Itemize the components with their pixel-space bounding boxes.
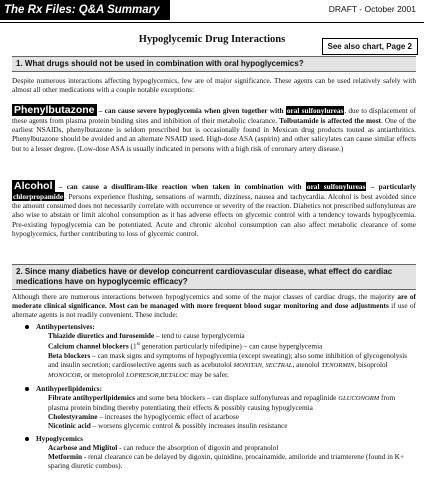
thiazide-label: Thiazide diuretics and furosemide [48,331,155,341]
category-antihypertensives: Antihypertensives: [24,322,416,331]
see-also-box: See also chart, Page 2 [322,38,419,55]
phenylbutazone-lead: – can cause severe hypoglycemia when given together with [96,106,286,115]
header-date: DRAFT - October 2001 [328,4,416,14]
list-item-metformin [24,452,416,470]
category-hypoglycemics: Hypoglycemics [24,434,416,443]
ccb-text-a: (1 [128,341,137,351]
ccb-superscript: st [136,342,140,348]
q1-intro: Despite numerous interactions affecting hypoglycemics, few are of major significance. These agents can be used relatively safely with almost all other medications with a couple notable exceptions: [12,76,416,95]
alcohol-label: Alcohol [14,180,53,192]
q2-intro-2: if use of alternate agents is not readily convenient. These include: [12,301,416,320]
alcohol-highlight-1: oral sulfonylureas [306,182,366,191]
nicotinic-label: Nicotinic acid [48,421,91,431]
list-item-nicotinic-acid [24,421,416,430]
beta-brand-2: TENORMIN [321,362,355,370]
fibrate-text: and some beta blockers – can displace sulfonylureas and repaglinide [134,392,339,402]
section-heading-1: 1. What drugs should not be used in combination with oral hypoglycemics? [12,56,416,72]
alcohol-text: . Persons experience flushing, sensations of warmth, dizziness, nausea and tachycardia. Alcohol is best avoided since the amount consumed does not necessarily correlate with occurrence or severity of the reaction. Diabetics not prescribed sulfonylureas are also wise to abstain or limit alcohol consumption as it has adverse effects on glycemic control with a tendency towards hypoglycemia. Pre-existing hypoglycemia can be potentiated. Acute and chronic alcohol consumption can also affect metabolic clearance of some hypoglycemics, further contributing to loss of glycemic control. [12,192,416,238]
alcohol-paragraph [12,180,416,238]
metformin-label: Metformin [48,452,83,462]
acarbose-label: Acarbose and Miglitol [48,442,118,452]
list-item-thiazide [24,331,416,340]
alcohol-lead: – can cause a disulfiram-like reaction when taken in combination with [54,182,306,191]
beta-brand-4: LOPRESOR,BETALOC [126,372,189,380]
beta-brand-1: MONITAN, SECTRAL [233,362,293,370]
phenylbutazone-text-1: , due to displacement of these agents from plasma protein binding sites and inhibition of their metabolic clearance. [12,106,416,125]
beta-text-4: , or metoprolol [80,370,127,380]
list-item-acarbose [24,443,416,452]
list-item-ccb [24,340,416,351]
q2-intro-1: Although there are numerous interactions between hypoglycemics and some of the major classes of cardiac drugs, the majority [12,292,398,301]
fibrate-brand: GLUCONORM [338,394,380,402]
ccb-label: Calcium channel blockers [48,341,129,351]
thiazide-text: – tend to cause hyperglycemia [154,331,245,341]
phenylbutazone-text-2: Tolbutamide is affected the most [279,116,381,125]
phenylbutazone-paragraph [12,104,416,153]
beta-text-3: , bisoprolol [354,360,388,370]
cholestyramine-label: Cholestyramine [48,412,98,422]
cholestyramine-text: – increases the hypoglycemic effect of acarbose [97,412,239,422]
phenylbutazone-highlight: oral sulfonylureas [286,106,344,115]
list-item-cholestyramine [24,412,416,421]
beta-label: Beta blockers [48,351,91,361]
document-title: Hypoglycemic Drug Interactions [138,34,286,45]
acarbose-text: - can reduce the absorption of digoxin and propranolol [117,442,279,452]
interaction-list [24,322,416,470]
beta-brand-3: MONOCOR [48,372,81,380]
header-title: The Rx Files: Q&A Summary [0,0,170,20]
header-bar [0,0,424,23]
list-item-beta-blockers [24,351,416,381]
alcohol-highlight-2: chlorpropamide [13,192,64,201]
ccb-text-c: generation particularly nifedipine) – can cause hyperglycemia [139,341,323,351]
metformin-text: - renal clearance can be delayed by digoxin, quinidine, procainamide, amiloride and triamterene (found in K+ sparing diuretic combos). [48,452,405,471]
fibrate-text-2: from plasma protein binding thereby potentiating their effects & possibly causing hypoglycemia [48,392,396,413]
category-antihyperlipidemics: Antihyperlipidemics: [24,384,416,393]
phenylbutazone-label: Phenylbutazone [14,104,95,116]
phenylbutazone-text-3: . One of the earliest NSAIDs, phenylbutazone is seldom prescribed but is occasionally found in Mexican drug products touted as antiarthritics. Phenylbutazone should be avoided and an alternate NSAID used. High-dose ASA (aspirin) and other salicylates can cause similar effects but to a lesser degree. (Low-dose ASA is usually indicated in persons with a high risk of coronary artery disease.) [12,116,417,153]
fibrate-label: Fibrate antihyperlipidemics [48,392,135,402]
beta-text-2: , atenolol [292,360,322,370]
nicotinic-text: – worsens glycemic control & possibly increases insulin resistance [90,421,288,431]
alcohol-mid: – particularly [366,182,416,191]
beta-text: – can mask signs and symptoms of hypoglycemia (except sweating); also some inhibition of glycogenolysis and insulin secretion; cardioselective agents such as acebutolol [48,351,408,370]
section-heading-2: 2. Since many diabetics have or develop concurrent cardiovascular disease, what effect do cardiac medications have on hypoglycemic efficacy? [12,264,416,290]
list-item-fibrates [24,393,416,412]
beta-text-5: may be safer. [188,370,229,380]
q2-intro-bold: are of moderate clinical significance. Most can be managed with more frequent blood sugar monitoring and dose adjustments [12,292,416,311]
q2-intro [12,292,416,320]
